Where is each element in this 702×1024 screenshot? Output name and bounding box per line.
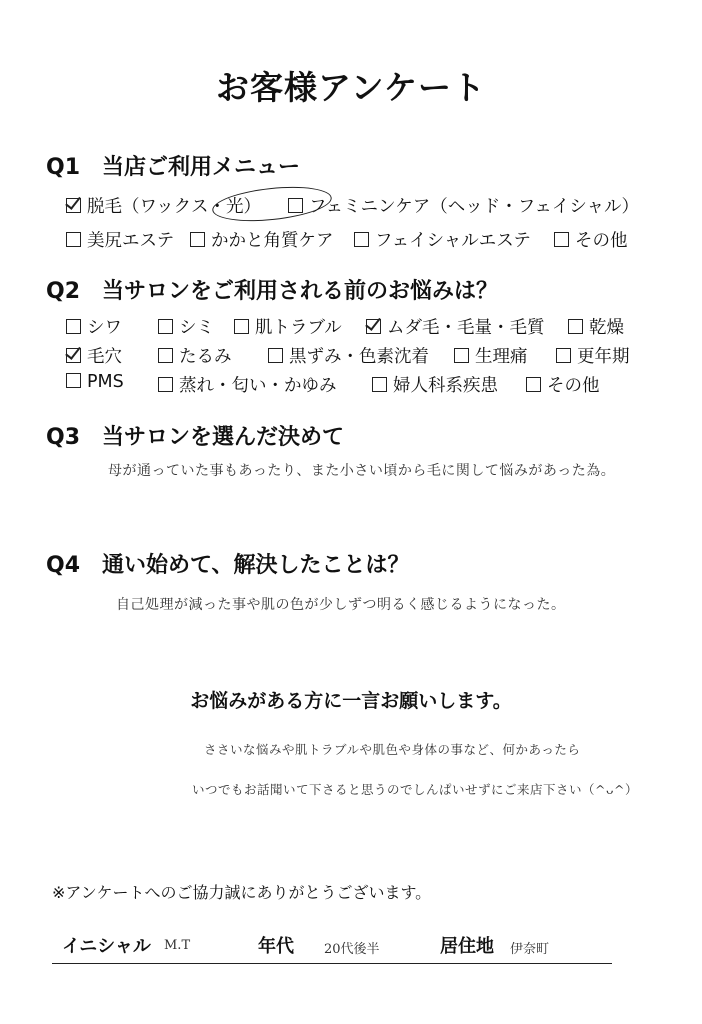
- q1-option-4[interactable]: [354, 227, 531, 252]
- q2-question: 当サロンをご利用される前のお悩みは？: [102, 279, 499, 304]
- q2-option-2[interactable]: [234, 314, 342, 339]
- checkbox[interactable]: [158, 377, 173, 392]
- q3-question: 当サロンを選んだ決めて: [102, 425, 345, 450]
- q3-number: Q3: [46, 425, 81, 450]
- checkbox[interactable]: [66, 232, 81, 247]
- q3-answer: 母が通っていた事もあったり、また小さい頃から毛に関して悩みがあった為。: [108, 463, 616, 479]
- q2-option-0[interactable]: [66, 314, 122, 339]
- option-label: 黒ずみ・色素沈着: [289, 347, 429, 367]
- residence-value[interactable]: 伊奈町: [510, 942, 550, 957]
- q1-question: 当店ご利用メニュー: [102, 155, 301, 180]
- option-label: たるみ: [179, 347, 232, 367]
- option-label: フェイシャルエステ: [375, 231, 531, 251]
- option-label: 蒸れ・匂い・かゆみ: [179, 376, 337, 396]
- option-label: 美尻エステ: [87, 231, 175, 251]
- q1-row-2: [66, 227, 672, 253]
- respondent-info: [52, 930, 612, 964]
- q4-heading: [46, 548, 410, 579]
- initial-label: イニシャル: [62, 936, 151, 957]
- option-label: 生理痛: [475, 347, 528, 367]
- q2-option-13[interactable]: [526, 372, 600, 397]
- checkbox[interactable]: [556, 348, 571, 363]
- q3-heading: [46, 420, 344, 451]
- option-label: 毛穴: [87, 347, 122, 367]
- q1-row-1: [66, 193, 672, 219]
- q2-option-9[interactable]: [556, 343, 630, 368]
- checkbox[interactable]: [454, 348, 469, 363]
- age-value[interactable]: 20代後半: [324, 942, 380, 957]
- checkbox-checked[interactable]: [366, 319, 381, 334]
- q1-option-2[interactable]: [66, 227, 174, 252]
- checkbox-checked[interactable]: [66, 198, 81, 213]
- checkbox[interactable]: [158, 348, 173, 363]
- checkbox-checked[interactable]: [66, 348, 81, 363]
- initial-value[interactable]: M.T: [164, 938, 191, 953]
- q2-option-11[interactable]: [158, 372, 337, 397]
- checkbox[interactable]: [268, 348, 283, 363]
- checkbox[interactable]: [234, 319, 249, 334]
- q2-option-8[interactable]: [454, 343, 528, 368]
- comment-heading: お悩みがある方に一言お願いします。: [190, 690, 512, 712]
- q1-number: Q1: [46, 155, 81, 180]
- option-label: シミ: [179, 318, 214, 338]
- q2-option-3[interactable]: [366, 314, 545, 339]
- checkbox[interactable]: [372, 377, 387, 392]
- q2-option-6[interactable]: [158, 343, 232, 368]
- option-label: シワ: [87, 318, 122, 338]
- footer-underline: [52, 963, 612, 964]
- residence-label: 居住地: [440, 936, 494, 957]
- q2-option-4[interactable]: [568, 314, 624, 339]
- checkbox[interactable]: [66, 319, 81, 334]
- q4-number: Q4: [46, 553, 81, 578]
- q1-option-3[interactable]: [190, 227, 334, 252]
- q1-heading: [46, 150, 300, 181]
- q2-option-1[interactable]: [158, 314, 214, 339]
- q2-number: Q2: [46, 279, 81, 304]
- q2-option-12[interactable]: [372, 372, 498, 397]
- q2-row-1: [66, 314, 672, 340]
- checkbox[interactable]: [568, 319, 583, 334]
- checkbox[interactable]: [288, 198, 303, 213]
- checkbox[interactable]: [190, 232, 205, 247]
- q2-row-3: [66, 372, 672, 398]
- checkbox[interactable]: [354, 232, 369, 247]
- option-label: 肌トラブル: [255, 318, 342, 338]
- option-label: フェミニンケア（ヘッド・フェイシャル）: [309, 197, 640, 217]
- form-title: お客様アンケート: [215, 68, 487, 107]
- option-label: その他: [575, 231, 628, 251]
- option-label: 更年期: [577, 347, 630, 367]
- q2-heading: [46, 274, 498, 305]
- q2-row-2: [66, 343, 672, 369]
- q1-option-1[interactable]: [288, 193, 639, 218]
- option-label: 婦人科系疾患: [393, 376, 498, 396]
- option-label: 脱毛（ワックス・光）: [87, 197, 261, 217]
- q4-answer: 自己処理が減った事や肌の色が少しずつ明るく感じるようになった。: [116, 597, 566, 613]
- q1-option-0[interactable]: [66, 193, 261, 218]
- option-label: ムダ毛・毛量・毛質: [387, 318, 545, 338]
- q4-question: 通い始めて、解決したことは？: [102, 553, 410, 578]
- q2-option-10[interactable]: [66, 372, 124, 392]
- q1-option-5[interactable]: [554, 227, 628, 252]
- option-label: 乾燥: [589, 318, 624, 338]
- comment-line-2: いつでもお話聞いて下さると思うのでしんぱいせずにご来店下さい（^ᴗ^）: [192, 782, 638, 797]
- q2-option-5[interactable]: [66, 343, 122, 368]
- option-label: かかと角質ケア: [211, 231, 334, 251]
- option-label: その他: [547, 376, 600, 396]
- checkbox[interactable]: [66, 373, 81, 388]
- checkbox[interactable]: [526, 377, 541, 392]
- q2-option-7[interactable]: [268, 343, 429, 368]
- age-label: 年代: [258, 936, 294, 957]
- checkbox[interactable]: [158, 319, 173, 334]
- comment-line-1: ささいな悩みや肌トラブルや肌色や身体の事など、何かあったら: [204, 742, 581, 757]
- option-label: PMS: [87, 372, 124, 392]
- checkbox[interactable]: [554, 232, 569, 247]
- thanks-note: ※アンケートへのご協力誠にありがとうございます。: [52, 883, 432, 902]
